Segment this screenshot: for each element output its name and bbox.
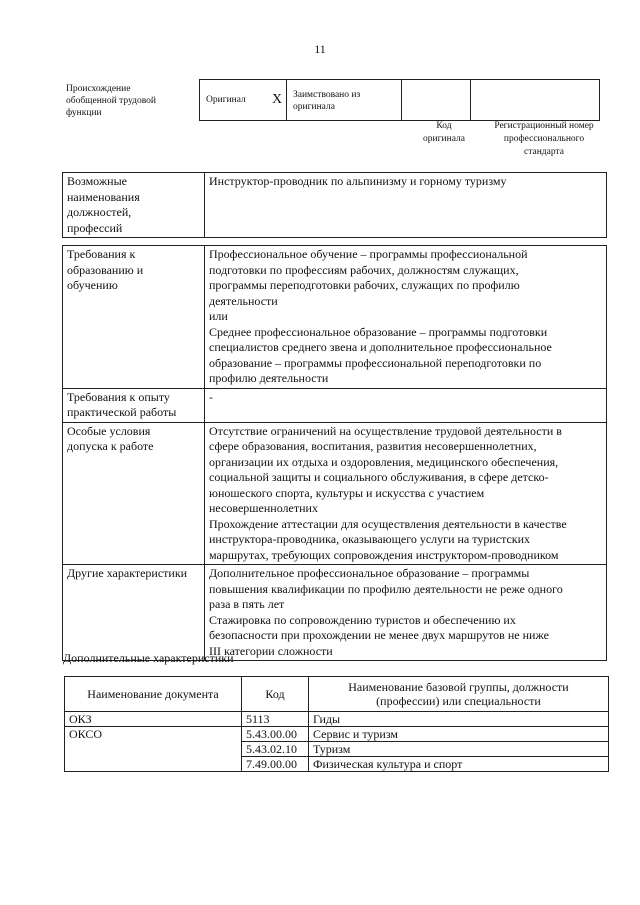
requirement-line: образование – программы профессиональной переподготовки по bbox=[209, 355, 542, 370]
requirement-line: Среднее профессиональное образование – программы подготовки bbox=[209, 324, 548, 339]
reg-caption-line: Регистрационный номер bbox=[494, 121, 594, 131]
code-caption bbox=[410, 120, 478, 146]
requirement-line: безопасности при прохождении не менее двух маршрутов не ниже bbox=[209, 628, 549, 642]
requirement-label-line: образованию и bbox=[67, 262, 144, 277]
name-cell: Физическая культура и спорт bbox=[309, 757, 609, 772]
registration-number-cell bbox=[471, 80, 600, 121]
requirement-label-line: Требования к bbox=[67, 247, 136, 261]
positions-label bbox=[63, 173, 205, 238]
requirement-line: организации их отдыха и оздоровления, медицинского обеспечения, bbox=[209, 454, 559, 469]
origin-label bbox=[66, 83, 184, 119]
requirement-line: Стажировка по сопровождению туристов и обеспечению их bbox=[209, 612, 516, 627]
requirement-line: сфере образования, воспитания, развития несовершеннолетних, bbox=[209, 439, 537, 453]
positions-label-line: наименования bbox=[67, 189, 140, 204]
original-code-cell bbox=[402, 80, 471, 121]
name-cell: Гиды bbox=[309, 712, 609, 727]
requirement-line: - bbox=[209, 389, 213, 404]
code-cell: 5113 bbox=[242, 712, 309, 727]
name-cell: Сервис и туризм bbox=[309, 727, 609, 742]
requirements-row-other bbox=[63, 565, 607, 661]
table-header-row bbox=[65, 677, 609, 712]
borrowed-cell bbox=[287, 80, 402, 121]
requirement-line: деятельности bbox=[209, 293, 278, 308]
original-cell: Оригинал bbox=[200, 80, 269, 121]
code-cell: 5.43.00.00 bbox=[242, 727, 309, 742]
requirements-row-education bbox=[63, 246, 607, 389]
code-caption-line: оригинала bbox=[423, 134, 465, 144]
requirement-line: несовершеннолетних bbox=[209, 501, 318, 515]
requirement-line: подготовки по профессиям рабочих, должностям служащих, bbox=[209, 262, 519, 277]
additional-characteristics-table bbox=[64, 676, 609, 772]
reg-caption-line: стандарта bbox=[524, 147, 564, 157]
table-row bbox=[65, 727, 609, 742]
requirement-line: маршрутах, требующих сопровождения инструктором-проводником bbox=[209, 547, 559, 562]
requirement-line: Отсутствие ограничений на осуществление трудовой деятельности в bbox=[209, 423, 562, 438]
requirement-line: инструктора-проводника, оказывающего услуги на туристских bbox=[209, 532, 531, 546]
requirement-line: специалистов среднего звена и дополнительное профессиональное bbox=[209, 340, 552, 354]
requirement-value bbox=[205, 388, 607, 422]
requirement-line: программы переподготовки рабочих, служащих по профилю bbox=[209, 278, 520, 292]
positions-label-line: должностей, bbox=[67, 205, 132, 219]
requirement-label bbox=[63, 422, 205, 565]
page-number: 11 bbox=[314, 42, 326, 56]
requirement-label bbox=[63, 388, 205, 422]
registration-caption bbox=[480, 120, 608, 159]
table-row bbox=[65, 712, 609, 727]
reg-caption-line: профессионального bbox=[503, 134, 585, 144]
requirement-label bbox=[63, 565, 205, 661]
requirement-label bbox=[63, 246, 205, 389]
code-caption-line: Код bbox=[436, 121, 452, 131]
header-name-line: (профессии) или специальности bbox=[376, 694, 541, 708]
additional-characteristics-title: Дополнительные характеристики bbox=[63, 651, 234, 665]
requirement-line: раза в пять лет bbox=[209, 597, 285, 611]
header-name bbox=[309, 677, 609, 712]
positions-label-line: Возможные bbox=[67, 174, 127, 188]
requirement-line: социальной защиты и социального обслуживания, в сфере детско- bbox=[209, 470, 549, 484]
requirements-row-experience bbox=[63, 388, 607, 422]
requirement-label-line: практической работы bbox=[67, 405, 177, 419]
requirement-line: юношеского спорта, культуры и искусства с участием bbox=[209, 485, 485, 500]
origin-label-line: Происхождение bbox=[66, 84, 131, 94]
requirement-line: Дополнительное профессиональное образование – программы bbox=[209, 566, 530, 580]
borrowed-line: оригинала bbox=[293, 102, 335, 112]
requirement-label-line: Другие характеристики bbox=[67, 566, 188, 580]
requirement-value bbox=[205, 246, 607, 389]
borrowed-line: Заимствовано из bbox=[293, 90, 361, 100]
requirement-line: III категории сложности bbox=[209, 643, 333, 658]
positions-label-line: профессий bbox=[67, 220, 123, 235]
document-cell: ОКЗ bbox=[65, 712, 242, 727]
origin-table bbox=[199, 79, 600, 121]
requirement-label-line: Требования к опыту bbox=[67, 389, 170, 404]
requirement-value bbox=[205, 565, 607, 661]
positions-value: Инструктор-проводник по альпинизму и горному туризму bbox=[205, 173, 607, 238]
header-code: Код bbox=[242, 677, 309, 712]
code-cell: 5.43.02.10 bbox=[242, 742, 309, 757]
requirement-label-line: допуска к работе bbox=[67, 439, 154, 453]
requirement-line: повышения квалификации по профилю деятельности не реже одного bbox=[209, 581, 563, 596]
name-cell: Туризм bbox=[309, 742, 609, 757]
code-cell: 7.49.00.00 bbox=[242, 757, 309, 772]
requirement-line: или bbox=[209, 309, 228, 323]
header-name-line: Наименование базовой группы, должности bbox=[348, 680, 569, 694]
requirement-line: профилю деятельности bbox=[209, 371, 329, 385]
requirement-value bbox=[205, 422, 607, 565]
requirement-line: Профессиональное обучение – программы профессиональной bbox=[209, 247, 528, 261]
requirements-row-admission bbox=[63, 422, 607, 565]
requirement-line: Прохождение аттестации для осуществления деятельности в качестве bbox=[209, 516, 567, 531]
requirement-label-line: Особые условия bbox=[67, 423, 151, 438]
original-mark: X bbox=[268, 80, 287, 121]
requirements-table bbox=[62, 245, 607, 661]
requirement-label-line: обучению bbox=[67, 278, 118, 292]
header-document: Наименование документа bbox=[65, 677, 242, 712]
positions-table bbox=[62, 172, 607, 238]
origin-label-line: функции bbox=[66, 108, 102, 118]
origin-label-line: обобщенной трудовой bbox=[66, 96, 156, 106]
document-cell: ОКСО bbox=[65, 727, 242, 772]
